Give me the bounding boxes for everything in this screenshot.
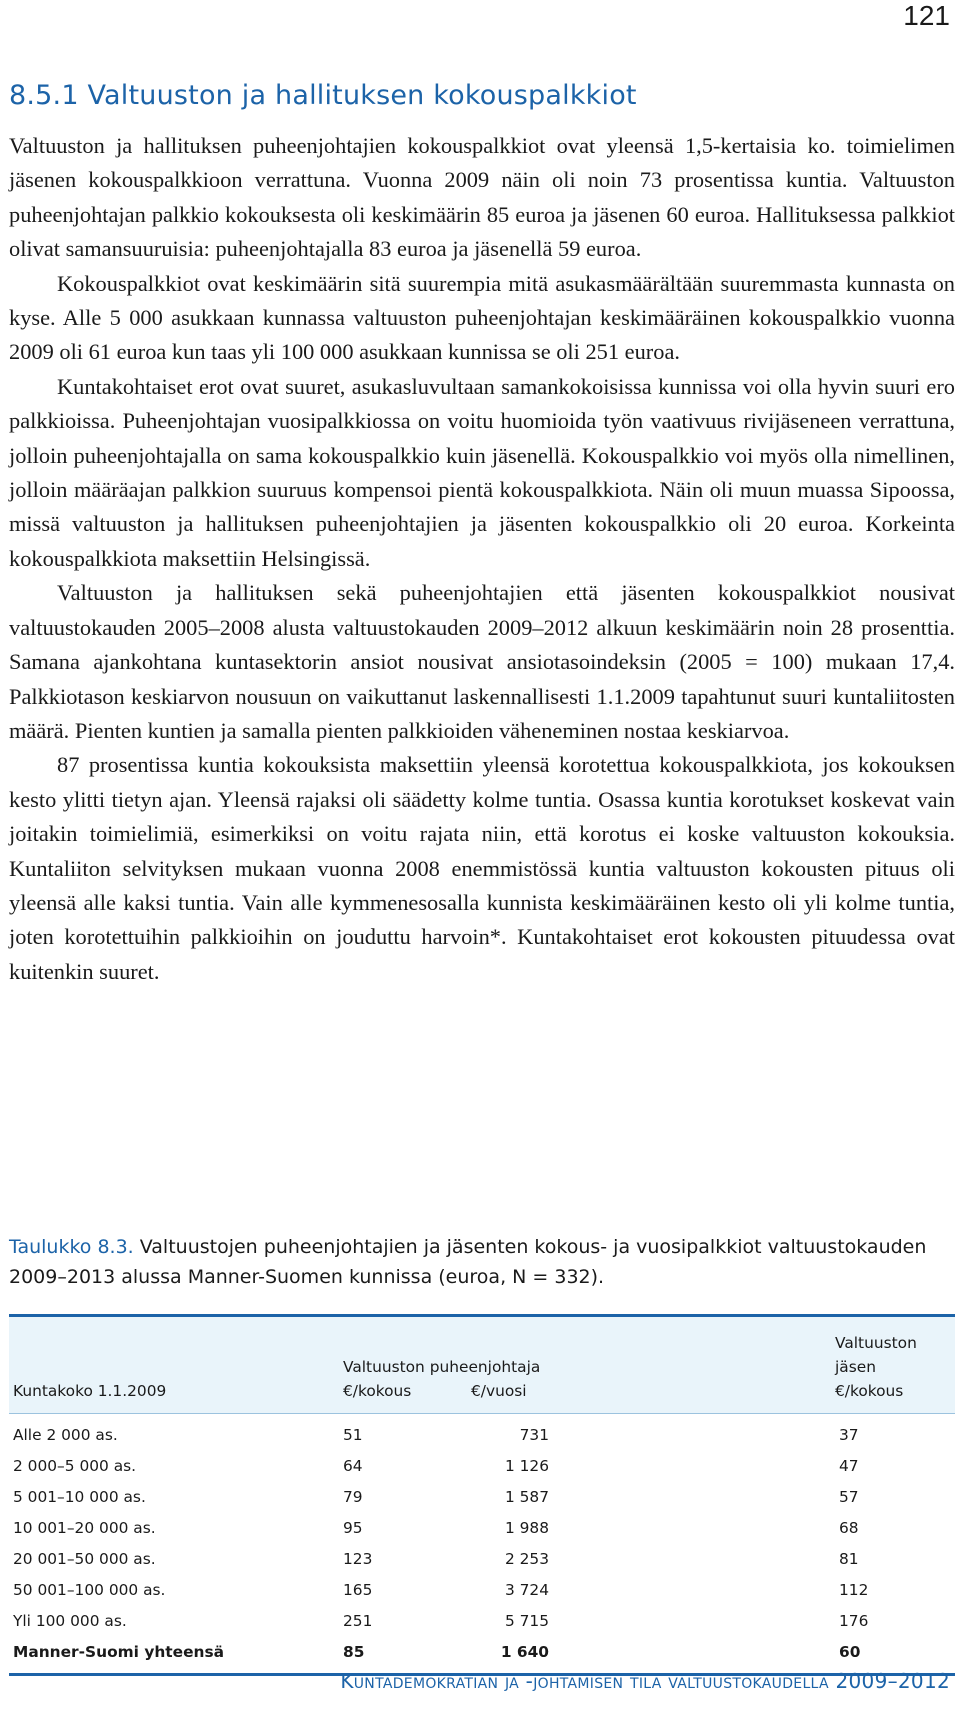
header-chair-meeting: €/kokous xyxy=(339,1379,467,1414)
cell-size: 10 001–20 000 as. xyxy=(13,1519,156,1537)
cell-spacer xyxy=(301,1482,339,1513)
cell-chair-year: 1 988 xyxy=(504,1519,550,1537)
table-row xyxy=(9,1513,955,1544)
cell-chair-year: 2 253 xyxy=(504,1550,550,1568)
cell-member-meeting: 81 xyxy=(839,1550,859,1568)
cell-spacer xyxy=(659,1513,831,1544)
cell-chair-year: 1 640 xyxy=(467,1637,659,1675)
table-group-header-row xyxy=(9,1316,955,1380)
cell-member-meeting: 68 xyxy=(839,1519,859,1537)
footer-title: Kuntademokratian ja -johtamisen tila valtuustokaudella 2009–2012 xyxy=(340,1669,950,1693)
cell-spacer xyxy=(659,1544,831,1575)
cell-member-meeting: 37 xyxy=(839,1426,859,1444)
cell-chair-meeting: 165 xyxy=(343,1581,373,1599)
paragraph: Kuntakohtaiset erot ovat suuret, asukasluvultaan samankokoisissa kunnissa voi olla hyvin suuri ero palkkioissa. Puheenjohtajan vuosipalkkiossa on voitu huomioida työn vaativuus rivijäseneen verrattuna, jolloin puheenjohtajalla on sama kokouspalkkio kuin jäsenellä. Kokouspalkkio voi myös olla nimellinen, jolloin määräajan palkkion suuruus kompensoi pientä kokouspalkkiota. Näin oli muun muassa Sipoossa, missä valtuuston ja hallituksen puheenjohtajien ja jäsenten kokouspalkkio oli 20 euroa. Korkeinta kokouspalkkiota maksettiin Helsingissä. xyxy=(9,373,955,571)
cell-spacer xyxy=(301,1637,339,1675)
section-heading: 8.5.1 Valtuuston ja hallituksen kokouspalkkiot xyxy=(9,80,637,111)
cell-chair-year: 1 587 xyxy=(504,1488,550,1506)
cell-chair-year: 5 715 xyxy=(504,1612,550,1630)
paragraph: Valtuuston ja hallituksen puheenjohtajien kokouspalkkiot ovat yleensä 1,5-kertaisia ko. toimielimen jäsenen kokouspalkkioon verrattuna. Vuonna 2009 näin oli noin 73 prosentissa kuntia. Valtuuston puheenjohtajan palkkio kokouksesta oli keskimäärin 85 euroa ja jäsenen 60 euroa. Hallituksessa palkkiot olivat samansuuruisia: puheenjohtajalla 83 euroa ja jäsenellä 59 euroa. xyxy=(9,133,955,262)
cell-chair-meeting: 51 xyxy=(343,1426,363,1444)
cell-chair-year: 731 xyxy=(519,1426,550,1444)
cell-spacer xyxy=(659,1606,831,1637)
cell-chair-meeting: 95 xyxy=(343,1519,363,1537)
header-size: Kuntakoko 1.1.2009 xyxy=(9,1379,301,1414)
header-member-meeting: €/kokous xyxy=(831,1379,955,1414)
cell-spacer xyxy=(659,1482,831,1513)
cell-member-meeting: 112 xyxy=(839,1581,869,1599)
table-body xyxy=(9,1414,955,1675)
cell-size: Manner-Suomi yhteensä xyxy=(9,1637,301,1675)
cell-chair-year: 3 724 xyxy=(504,1581,550,1599)
cell-size: 20 001–50 000 as. xyxy=(13,1550,156,1568)
cell-chair-meeting: 79 xyxy=(343,1488,363,1506)
body-text xyxy=(9,129,955,989)
header-chair-year: €/vuosi xyxy=(467,1379,659,1414)
paragraph: Valtuuston ja hallituksen sekä puheenjohtajien että jäsenten kokouspalkkiot nousivat valtuustokauden 2005–2008 alusta valtuustokauden 2009–2012 alkuun keskimäärin noin 28 prosenttia. Samana ajankohtana kuntasektorin ansiot nousivat ansiotasoindeksin (2005 = 100) mukaan 17,4. Palkkiotason keskiarvon nousuun on vaikuttanut laskennallisesti 1.1.2009 tapahtunut suuri kuntaliitosten määrä. Pienten kuntien ja samalla pienten palkkioiden väheneminen nostaa keskiarvoa. xyxy=(9,580,955,743)
cell-member-meeting: 47 xyxy=(839,1457,859,1475)
table-row xyxy=(9,1575,955,1606)
cell-chair-meeting: 251 xyxy=(343,1612,373,1630)
cell-spacer xyxy=(301,1575,339,1606)
cell-member-meeting: 176 xyxy=(839,1612,869,1630)
table-row xyxy=(9,1414,955,1452)
table-caption-text: Valtuustojen puheenjohtajien ja jäsenten kokous- ja vuosipalkkiot valtuustokauden 2009–2013 alussa Manner-Suomen kunnissa (euroa, N = 332). xyxy=(9,1236,927,1288)
cell-spacer xyxy=(301,1451,339,1482)
header-chair-group: Valtuuston puheenjohtaja xyxy=(339,1316,659,1380)
cell-spacer xyxy=(659,1451,831,1482)
table-column-header-row xyxy=(9,1379,955,1414)
table-caption-label: Taulukko 8.3. xyxy=(9,1236,134,1258)
cell-size: 5 001–10 000 as. xyxy=(13,1488,146,1506)
table-row xyxy=(9,1451,955,1482)
cell-member-meeting: 57 xyxy=(839,1488,859,1506)
cell-chair-meeting: 123 xyxy=(343,1550,373,1568)
table-row xyxy=(9,1544,955,1575)
cell-chair-meeting: 85 xyxy=(339,1637,467,1675)
cell-size: Alle 2 000 as. xyxy=(13,1426,118,1444)
fee-table xyxy=(9,1314,955,1676)
cell-spacer xyxy=(301,1606,339,1637)
cell-chair-meeting: 64 xyxy=(343,1457,363,1475)
paragraph: Kokouspalkkiot ovat keskimäärin sitä suurempia mitä asukasmäärältään suuremmasta kunnasta on kyse. Alle 5 000 asukkaan kunnassa valtuuston puheenjohtajan keskimääräinen kokouspalkkio vuonna 2009 oli 61 euroa kun taas yli 100 000 asukkaan kunnissa se oli 251 euroa. xyxy=(9,270,955,365)
cell-size: 50 001–100 000 as. xyxy=(13,1581,166,1599)
cell-size: Yli 100 000 as. xyxy=(13,1612,127,1630)
page-number: 121 xyxy=(903,0,950,31)
cell-spacer xyxy=(659,1575,831,1606)
paragraph: 87 prosentissa kuntia kokouksista maksettiin yleensä korotettua kokouspalkkiota, jos kokouksen kesto ylitti tietyn ajan. Yleensä rajaksi oli säädetty kolme tuntia. Osassa kuntia korotukset koskevat vain joitakin toimielimiä, esimerkiksi on voitu rajata niin, että korotus ei koske valtuuston kokouksia. Kuntaliiton selvityksen mukaan vuonna 2008 enemmistössä kuntia valtuuston kokousten pituus oli yleensä alle kaksi tuntia. Vain alle kymmenesosalla kunnista keskimääräinen kesto oli yli kolme tuntia, joten korotettuihin palkkioihin on jouduttu harvoin*. Kuntakohtaiset erot kokousten pituudessa ovat kuitenkin suuret. xyxy=(9,752,955,984)
table-row xyxy=(9,1482,955,1513)
table-row xyxy=(9,1606,955,1637)
cell-spacer xyxy=(659,1414,831,1452)
cell-spacer xyxy=(301,1513,339,1544)
cell-member-meeting: 60 xyxy=(831,1637,955,1675)
table-caption xyxy=(9,1232,955,1292)
cell-size: 2 000–5 000 as. xyxy=(13,1457,137,1475)
cell-chair-year: 1 126 xyxy=(504,1457,550,1475)
cell-spacer xyxy=(301,1414,339,1452)
cell-spacer xyxy=(301,1544,339,1575)
header-member-group: Valtuuston jäsen xyxy=(831,1316,955,1380)
